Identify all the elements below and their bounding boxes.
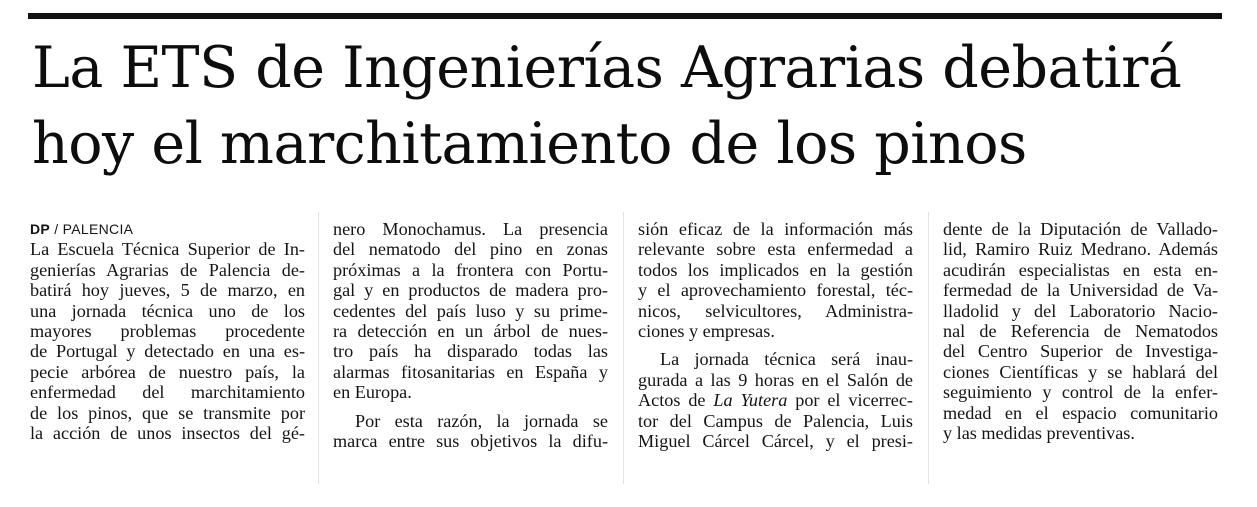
body-line: acudirán especialistas en esta en-	[943, 259, 1218, 280]
paragraph-gap	[638, 341, 913, 349]
body-line: de Portugal y detectado en una es-	[30, 341, 305, 362]
body-line: Por esta razón, la jornada se	[355, 410, 608, 431]
body-line: cedentes del país luso y su prime-	[333, 300, 608, 321]
body-line: ra detección en un árbol de nues-	[333, 321, 608, 342]
italic-place-name: La Yutera	[713, 390, 788, 411]
body-line: del nematodo del pino en zonas	[333, 239, 608, 260]
body-text: Actos de	[638, 390, 714, 411]
body-line-with-italic	[638, 390, 913, 410]
article-column-4	[943, 219, 1218, 443]
body-line: fermedad de la Universidad de Va-	[943, 280, 1218, 301]
body-line: gurada a las 9 horas en el Salón de	[638, 369, 913, 390]
body-line: sión eficaz de la información más	[638, 219, 913, 239]
body-line: seguimiento y control de la enfer-	[943, 382, 1218, 403]
byline	[30, 219, 305, 239]
article-column-1	[30, 219, 305, 443]
body-line: medad en el espacio comunitario	[943, 402, 1218, 423]
column-divider	[928, 212, 929, 484]
body-line: tro país ha disparado todas las	[333, 341, 608, 362]
headline-line-2: hoy el marchitamiento de los pinos	[32, 111, 1027, 177]
article-column-3	[638, 219, 913, 451]
body-line: enfermedad del marchitamiento	[30, 382, 305, 403]
body-line: tor del Campus de Palencia, Luis	[638, 410, 913, 431]
body-line: y el aprovechamiento forestal, téc-	[638, 280, 913, 301]
body-line: todos los implicados en la gestión	[638, 259, 913, 280]
byline-agency: DP	[30, 221, 51, 237]
body-line: ciones Científicas y se hablará del	[943, 361, 1218, 382]
body-line: Miguel Cárcel Cárcel, y el presi-	[638, 431, 913, 452]
body-line: marca entre sus objetivos la difu-	[333, 431, 608, 452]
body-line: nero Monochamus. La presencia	[333, 219, 608, 239]
body-line: del Centro Superior de Investiga-	[943, 341, 1218, 362]
body-line: de los pinos, que se transmite por	[30, 402, 305, 423]
body-line: dente de la Diputación de Vallado-	[943, 219, 1218, 239]
body-line: batirá hoy jueves, 5 de marzo, en	[30, 280, 305, 301]
body-line: genierías Agrarias de Palencia de-	[30, 259, 305, 280]
body-line: nicos, selvicultores, Administra-	[638, 300, 913, 321]
column-divider	[318, 212, 319, 484]
body-line: nal de Referencia de Nematodos	[943, 321, 1218, 342]
article-column-2	[333, 219, 608, 451]
body-line: gal y en productos de madera pro-	[333, 280, 608, 301]
body-line: y las medidas preventivas.	[943, 423, 1135, 444]
paragraph-gap	[333, 403, 608, 411]
headline	[32, 30, 1242, 182]
body-line: mayores problemas procedente	[30, 321, 305, 342]
body-line: La jornada técnica será inau-	[660, 349, 913, 370]
body-line: próximas a la frontera con Portu-	[333, 259, 608, 280]
headline-line-1: La ETS de Ingenierías Agrarias debatirá	[32, 35, 1182, 101]
body-line: la acción de unos insectos del gé-	[30, 423, 305, 444]
body-line: pecie arbórea de nuestro país, la	[30, 361, 305, 382]
body-line: ciones y empresas.	[638, 321, 775, 342]
body-line: lladolid y del Laboratorio Nacio-	[943, 300, 1218, 321]
body-line: lid, Ramiro Ruiz Medrano. Además	[943, 239, 1218, 260]
byline-location: PALENCIA	[62, 221, 134, 237]
byline-separator: /	[54, 221, 59, 237]
body-line: La Escuela Técnica Superior de In-	[30, 239, 305, 260]
body-line: alarmas fitosanitarias en España y	[333, 361, 608, 382]
body-line: relevante sobre esta enfermedad a	[638, 239, 913, 260]
body-text: por el vicerrec-	[787, 390, 913, 411]
body-line: una jornada técnica uno de los	[30, 300, 305, 321]
top-rule	[28, 13, 1222, 19]
body-line: en Europa.	[333, 382, 412, 403]
column-divider	[623, 212, 624, 484]
